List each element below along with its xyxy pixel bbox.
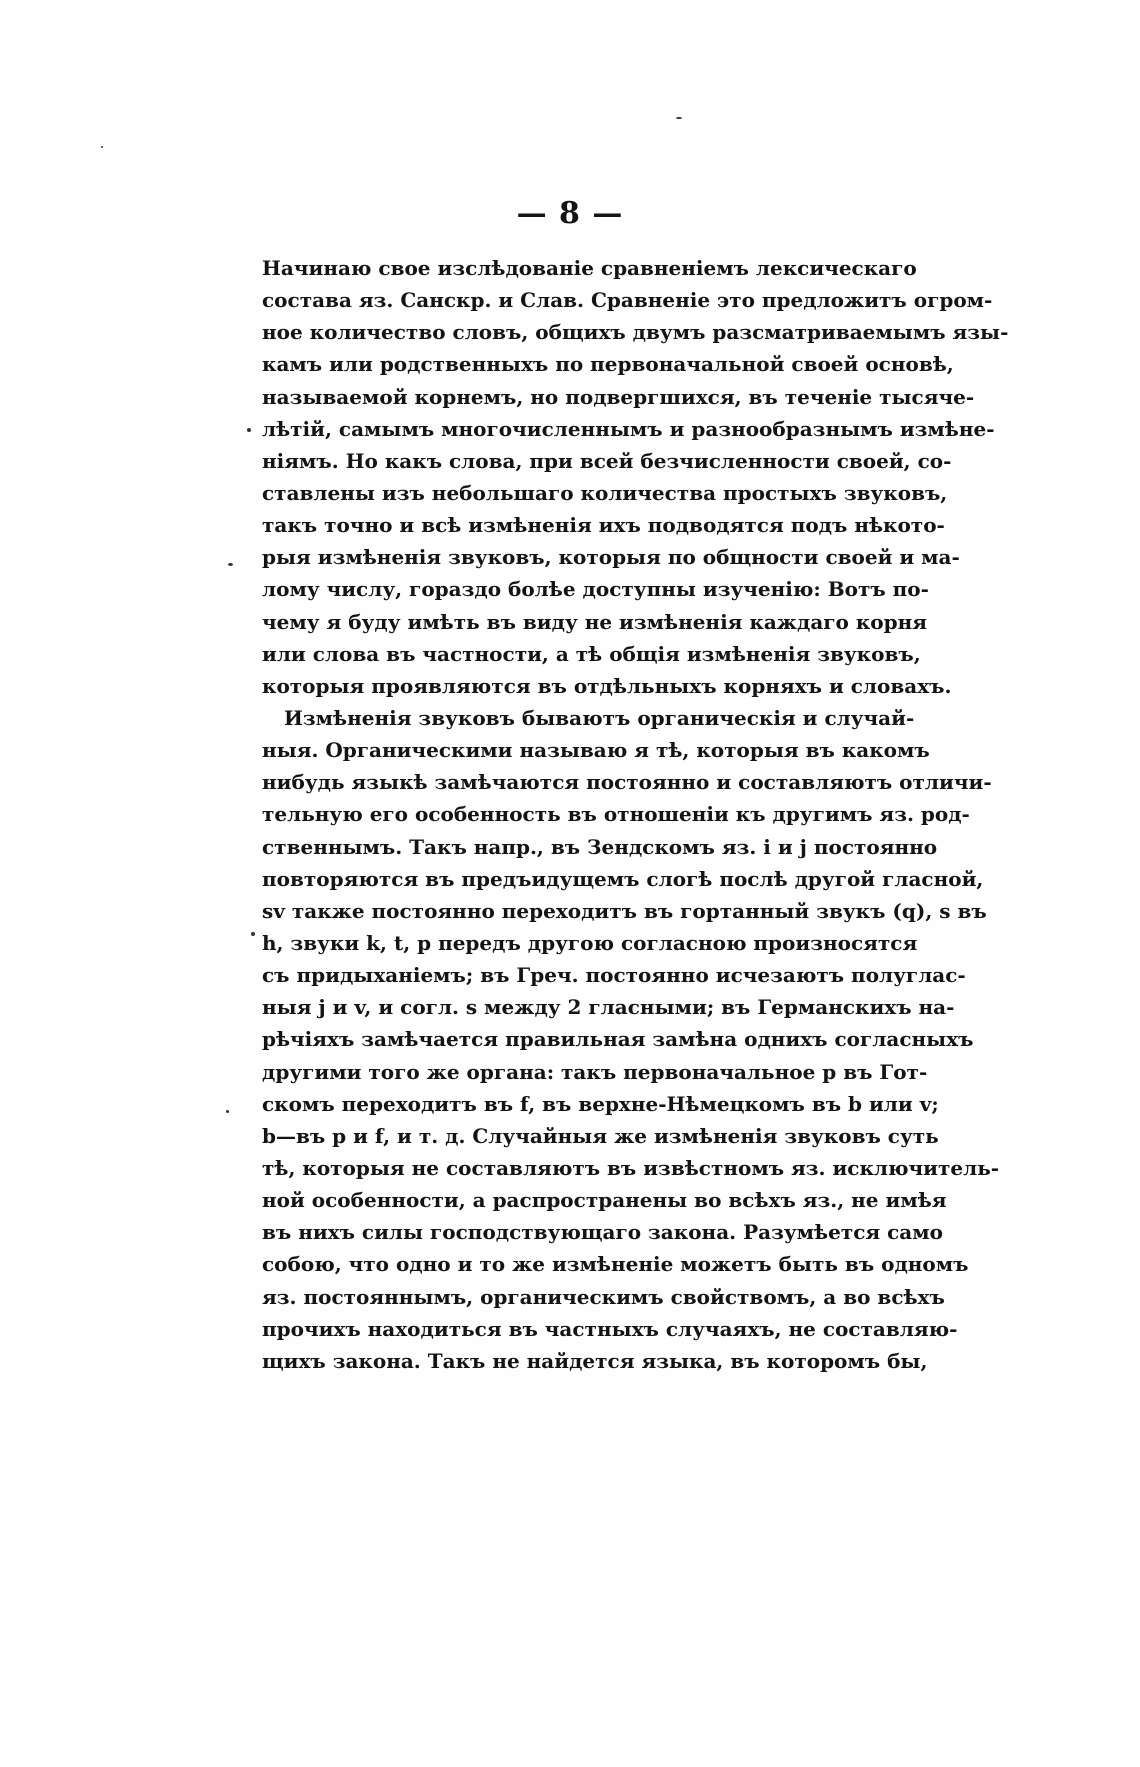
- scan-speck: [251, 932, 255, 936]
- text-line: или слова въ частности, а тѣ общія измѣненія звуковъ,: [262, 641, 921, 666]
- text-line: ныя j и v, и согл. s между 2 гласными; въ Германскихъ на-: [262, 995, 955, 1020]
- text-line: съ придыханіемъ; въ Греч. постоянно исчезаютъ полуглас-: [262, 963, 966, 988]
- scan-speck: [226, 1110, 229, 1113]
- text-line: рѣчіяхъ замѣчается правильная замѣна однихъ согласныхъ: [262, 1027, 974, 1052]
- text-line: такъ точно и всѣ измѣненія ихъ подводятся подъ нѣкото-: [262, 513, 945, 538]
- scan-speck: [228, 563, 233, 566]
- text-line: Измѣненія звуковъ бываютъ органическія и случай-: [284, 705, 915, 730]
- text-line: повторяются въ предъидущемъ слогѣ послѣ другой гласной,: [262, 866, 984, 891]
- text-line: щихъ закона. Такъ не найдется языка, въ которомъ бы,: [262, 1348, 928, 1373]
- text-line: чему я буду имѣть въ виду не измѣненія каждаго корня: [262, 609, 928, 634]
- scan-speck: [676, 117, 682, 119]
- text-line: ственнымъ. Такъ напр., въ Зендскомъ яз. i и j постоянно: [262, 834, 938, 859]
- text-line: Начинаю свое изслѣдованіе сравненіемъ лексическаго: [262, 256, 917, 280]
- text-line: состава яз. Санскр. и Слав. Сравненіе это предложитъ огром-: [262, 288, 993, 313]
- text-line: ныя. Органическими называю я тѣ, которыя въ какомъ: [262, 738, 930, 763]
- text-line: тѣ, которыя не составляютъ въ извѣстномъ яз. исключитель-: [262, 1155, 1000, 1180]
- text-line: h, звуки k, t, p передъ другою согласною произносятся: [262, 930, 918, 955]
- text-line: въ нихъ силы господствующаго закона. Разумѣется само: [262, 1220, 943, 1245]
- text-line: нибудь языкѣ замѣчаются постоянно и составляютъ отличи-: [262, 770, 992, 795]
- text-line: рыя измѣненія звуковъ, которыя по общности своей и ма-: [262, 545, 960, 570]
- text-line: ной особенности, а распространены во всѣхъ яз., не имѣя: [262, 1188, 947, 1213]
- page-number: — 8 —: [516, 196, 624, 231]
- text-line: ставлены изъ небольшаго количества простыхъ звуковъ,: [262, 480, 948, 505]
- text-line: прочихъ находиться въ частныхъ случаяхъ, не составляю-: [262, 1316, 958, 1341]
- text-line: лѣтій, самымъ многочисленнымъ и разнообразнымъ измѣне-: [262, 416, 995, 441]
- text-line: яз. постояннымъ, органическимъ свойствомъ, а во всѣхъ: [262, 1284, 945, 1309]
- text-line: другими того же органа: такъ первоначальное p въ Гот-: [262, 1059, 928, 1084]
- text-line: ніямъ. Но какъ слова, при всей безчисленности своей, со-: [262, 448, 952, 473]
- text-line: собою, что одно и то же измѣненіе можетъ быть въ одномъ: [262, 1252, 969, 1277]
- text-line: которыя проявляются въ отдѣльныхъ корняхъ и словахъ.: [262, 673, 952, 698]
- text-line: ное количество словъ, общихъ двумъ разсматриваемымъ язы-: [262, 320, 1009, 345]
- body-text: [262, 252, 1009, 1377]
- text-line: sv также постоянно переходитъ въ гортанный звукъ (q), s въ: [262, 898, 987, 923]
- scan-speck: [247, 428, 251, 432]
- text-line: тельную его особенность въ отношеніи къ другимъ яз. род-: [262, 802, 970, 827]
- text-line: камъ или родственныхъ по первоначальной своей основѣ,: [262, 352, 954, 377]
- scan-speck: [101, 146, 103, 148]
- text-line: называемой корнемъ, но подвергшихся, въ теченіе тысяче-: [262, 384, 975, 409]
- text-line: скомъ переходитъ въ f, въ верхне-Нѣмецкомъ въ b или v;: [262, 1091, 939, 1116]
- text-line: лому числу, гораздо болѣе доступны изученію: Вотъ по-: [262, 577, 929, 602]
- text-line: b—въ p и f, и т. д. Случайныя же измѣненія звуковъ суть: [262, 1123, 939, 1148]
